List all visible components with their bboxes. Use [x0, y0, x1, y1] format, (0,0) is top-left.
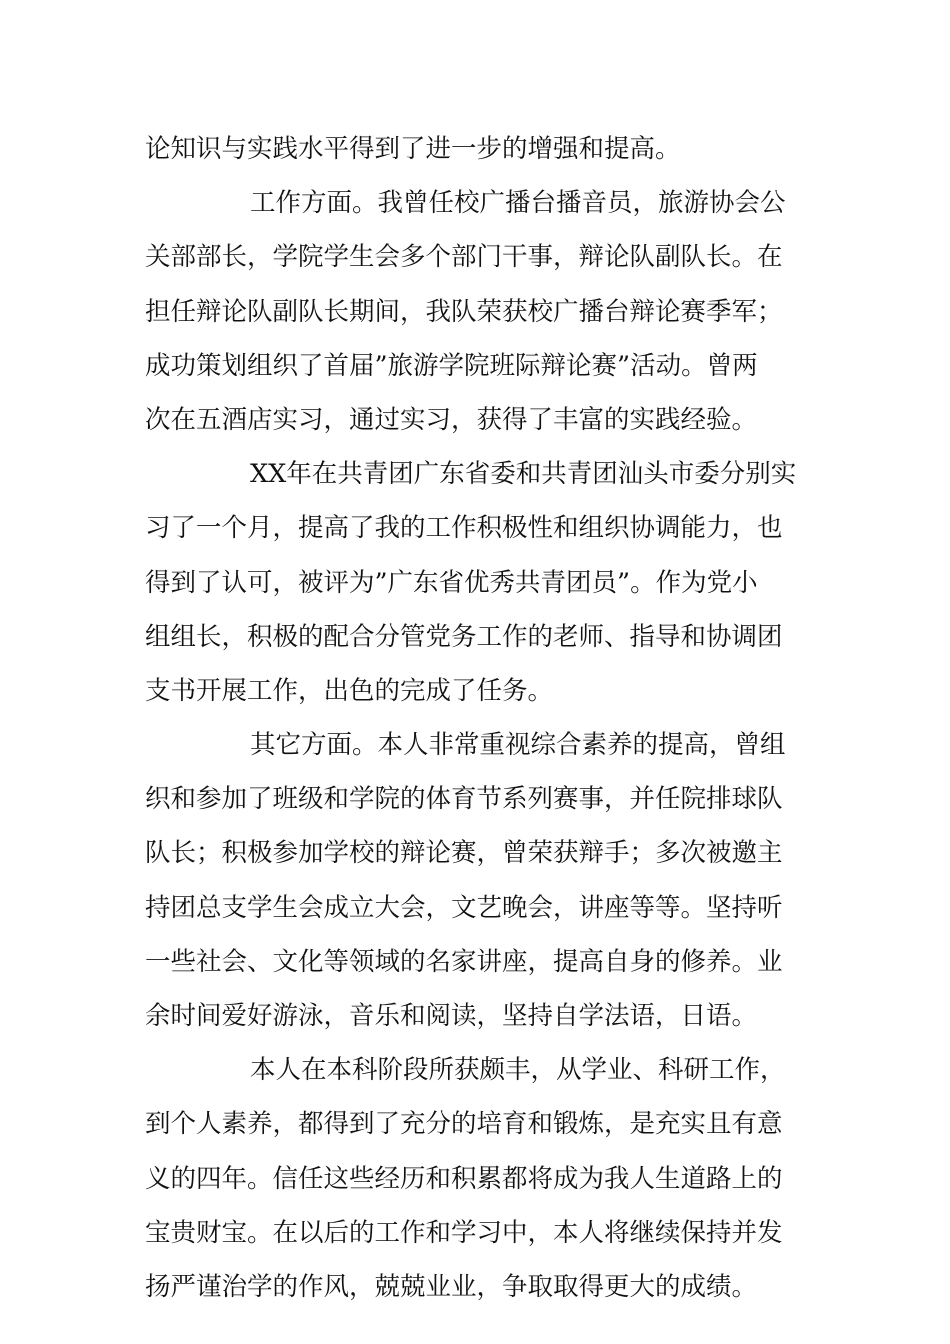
text-line: 习了一个月，提高了我的工作积极性和组织协调能力，也 [145, 513, 783, 544]
paragraph-first-line: XX年在共青团广东省委和共青团汕头市委分别实 [250, 459, 797, 490]
text-line: 一些社会、文化等领域的名家讲座，提高自身的修养。业 [145, 946, 783, 977]
text-line: 次在五酒店实习，通过实习，获得了丰富的实践经验。 [145, 404, 758, 435]
text-line: 宝贵财宝。在以后的工作和学习中，本人将继续保持并发 [145, 1217, 783, 1248]
text-line: 持团总支学生会成立大会，文艺晚会，讲座等等。坚持听 [145, 892, 783, 923]
paragraph-first-line: 工作方面。我曾任校广播台播音员，旅游协会公 [250, 188, 786, 219]
text-line: 支书开展工作，出色的完成了任务。 [145, 675, 554, 706]
text-line: 队长；积极参加学校的辩论赛，曾荣获辩手；多次被邀主 [145, 838, 783, 869]
text-line: 得到了认可，被评为”广东省优秀共青团员”。作为党小 [145, 567, 758, 598]
text-line: 织和参加了班级和学院的体育节系列赛事，并任院排球队 [145, 784, 783, 815]
text-line: 关部部长，学院学生会多个部门干事，辩论队副队长。在 [145, 242, 783, 273]
text-line: 余时间爱好游泳，音乐和阅读，坚持自学法语，日语。 [145, 1001, 758, 1031]
text-line: 担任辩论队副队长期间，我队荣获校广播台辩论赛季军； [145, 296, 783, 327]
text-line: 到个人素养，都得到了充分的培育和锻炼，是充实且有意 [145, 1109, 783, 1140]
paragraph-first-line: 本人在本科阶段所获颇丰，从学业、科研工作， [250, 1055, 786, 1086]
paragraph-first-line: 其它方面。本人非常重视综合素养的提高，曾组 [250, 730, 786, 761]
text-line: 成功策划组织了首届”旅游学院班际辩论赛”活动。曾两 [145, 350, 758, 381]
text-line: 扬严谨治学的作风，兢兢业业，争取取得更大的成绩。 [145, 1271, 758, 1302]
document-body [145, 122, 815, 1314]
text-line: 论知识与实践水平得到了进一步的增强和提高。 [145, 134, 681, 164]
text-line: 组组长，积极的配合分管党务工作的老师、指导和协调团 [145, 621, 783, 652]
text-line: 义的四年。信任这些经历和积累都将成为我人生道路上的 [145, 1163, 783, 1194]
